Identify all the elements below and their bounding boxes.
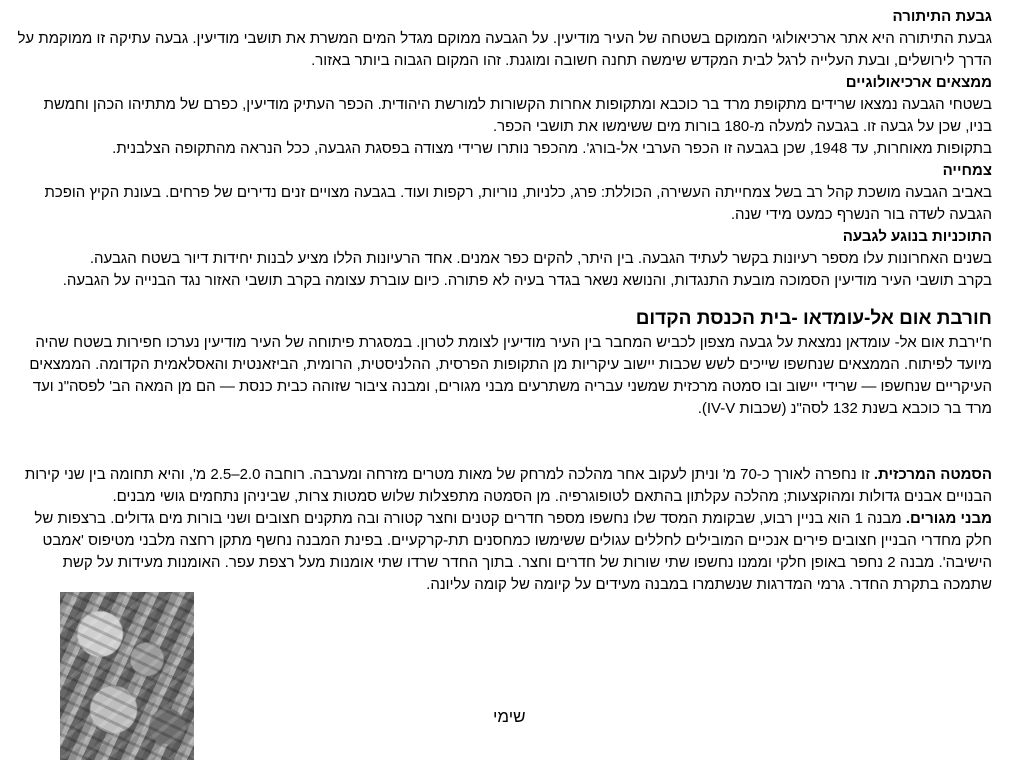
paragraph-site-intro: ח'ירבת אום אל- עומדאן נמצאת על גבעה מצפון לכביש המחבר בין העיר מודיעין לצומת לטרון. במסגרת פיתוחה של העיר מודיעין נערכו חפירות בשטח שהיה מיועד לפיתוח. הממצאים שנחשפו שייכים לשש שכבות יישוב עיקריות מן התקופות הפרסית, ההלניסטית, הרומית, הביזאנטית והאסלאמית הקדומה. הממצאים העיקריים שנחשפו — שרידי יישוב ובו סמטה מרכזית שמשני עבריה משתרעים מבני מגורים, ומבנה ציבור שזוהה כבית כנסת — הם מן המאה הב' לפסה"נ ועד מרד בר כוכבא בשנת 132 לסה"נ (שכבות IV-V). <box>29 334 992 417</box>
subheading-plans: התוכניות בנוגע לגבעה <box>842 228 992 245</box>
paragraph-plans-2: בקרב תושבי העיר מודיעין הסמוכה מובעת התנגדות, והנושא נשאר בגדר בעיה לא פתורה. כיום עוברת עצומה בקרב תושבי האזור נגד הבנייה על הגבעה. <box>62 272 992 289</box>
footer-author: שימי <box>493 707 526 726</box>
paragraph-central-alley <box>16 464 992 508</box>
excavation-photo <box>60 592 194 760</box>
paragraph-intro: גבעת התיתורה היא אתר ארכיאולוגי הממוקם בשטחה של העיר מודיעין. על הגבעה ממוקם מגדל המים המשרת את תושבי מודיעין. גבעה עתיקה זו ממוקמת על הדרך לירושלים, ובעת העלייה לרגל לבית המקדש שימשה תחנה חשובה ומוגנת. זהו המקום הגבוה ביותר באזור. <box>17 30 992 69</box>
subheading-archaeological-finds: ממצאים ארכיאולוגיים <box>845 74 992 91</box>
label-dwellings: מבני מגורים. <box>905 510 992 527</box>
paragraph-dwellings <box>16 508 992 596</box>
label-central-alley: הסמטה המרכזית. <box>873 466 992 483</box>
section-title-ancient-synagogue: חורבת אום אל-עומדאו -בית הכנסת הקדום <box>635 308 992 329</box>
paragraph-plans-1: בשנים האחרונות עלו מספר רעיונות בקשר לעתיד הגבעה. בין היתר, להקים כפר אמנים. אחד הרעיונות הללו מציע לבנות יחידות דיור בשטח הגבעה. <box>89 250 992 267</box>
text-dwellings: מבנה 1 הוא בניין רבוע, שבקומת המסד שלו נחשפו מספר חדרים קטנים וחצר קטורה ובה מתקנים חצובים ושני בורות מים גדולים. ברצפות של חלק מחדרי הבניין חצובים פירים אנכיים המובילים לחללים עגולים ששימשו כמחסנים תת-קרקעיים. בפינת המבנה נחשף מתקן רחצה מלבני מטיפוס 'אמבט הישיבה'. מבנה 2 נחפר באופן חלקי וממנו נחשפו שתי שורות של חדרים וחצר. בתוך החדר שרדו שתי אומנות מעל רצפת עפר. האומנות מעידות על קשת שתמכה בתקרת החדר. גרמי המדרגות שנשתמרו במבנה מעידים על קיומה של קומה עליונה. <box>34 510 992 593</box>
subheading-flora: צמחייה <box>942 162 992 179</box>
paragraph-finds-1: בשטחי הגבעה נמצאו שרידים מתקופת מרד בר כוכבא ומתקופות אחרות הקשורות למורשת היהודית. הכפר העתיק מודיעין, כפרם של מתתיהו הכהן וחמשת בניו, שכן על גבעה זו. בגבעה למעלה מ-180 בורות מים ששימשו את תושבי הכפר. <box>43 96 992 135</box>
spacer <box>16 420 992 464</box>
paragraph-flora: באביב הגבעה מושכת קהל רב בשל צמחייתה העשירה, הכוללת: פרג, כלניות, נוריות, רקפות ועוד. בגבעה מצויים זנים נדירים של פרחים. בעונת הקיץ הופכת הגבעה לשדה בור הנשרף כמעט מידי שנה. <box>44 184 992 223</box>
section-title-tituro-hill: גבעת התיתורה <box>892 8 992 25</box>
document-page <box>16 6 992 596</box>
paragraph-finds-2: בתקופות מאוחרות, עד 1948, שכן בגבעה זו הכפר הערבי אל-בורג'. מהכפר נותרו שרידי מצודה בפסגת הגבעה, ככל הנראה מהתקופה הצלבנית. <box>112 140 992 157</box>
text-central-alley: זו נחפרה לאורך כ-70 מ' וניתן לעקוב אחר מהלכה למרחק של מאות מטרים מזרחה ומערבה. רוחבה 2.0–2.5 מ', והיא תחומה בין שני קירות הבנויים אבנים גדולות ומהוקצעות; מהלכה עקלתון בהתאם לטופוגרפיה. מן הסמטה מתפצלות שלוש סמטות צרות, שביניהן נתחמים גושי מבנים. <box>24 466 992 505</box>
